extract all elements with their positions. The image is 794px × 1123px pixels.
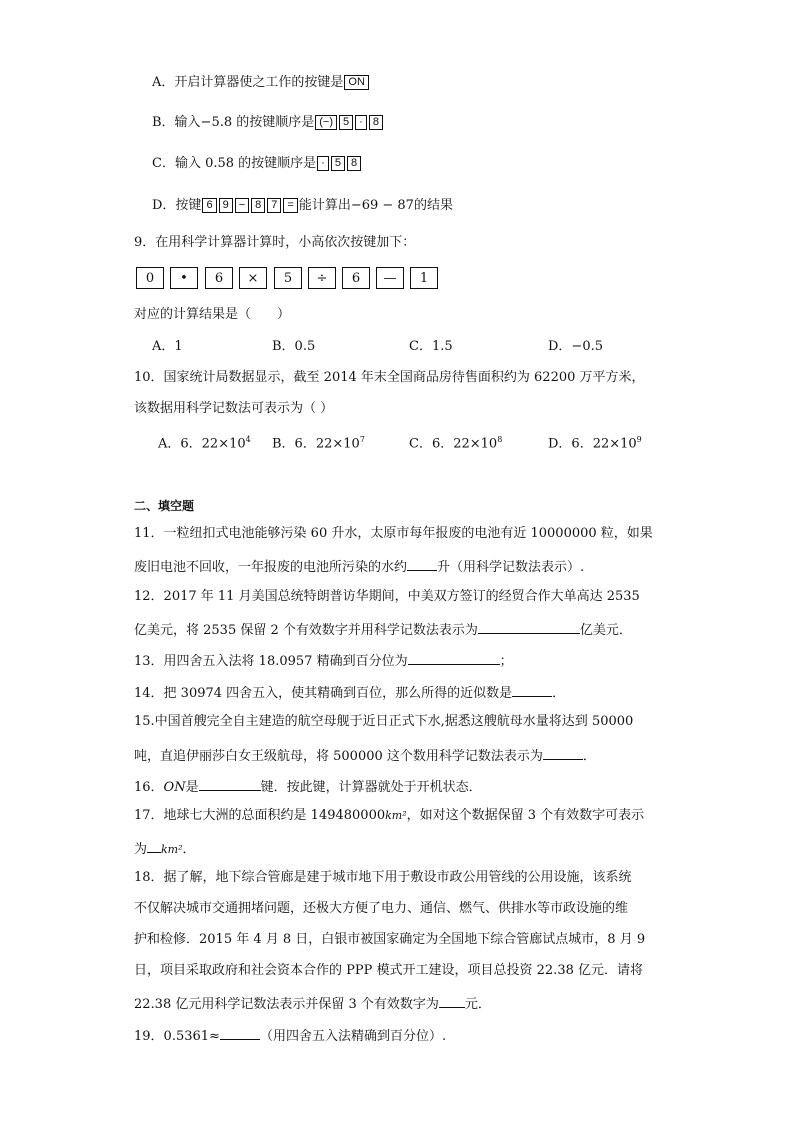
- q18-line3: 护和检修．2015 年 4 月 8 日，白银市被国家确定为全国地下综合管廊试点城市，8 月 9: [134, 932, 646, 947]
- q17-line2: 为 km²．: [134, 838, 196, 859]
- q8-option-a: A．开启计算器使之工作的按键是 ON: [152, 74, 370, 92]
- q13: 13．用四舍五入法将 18.0957 精确到百分位为 ；: [134, 650, 513, 671]
- key-minus: −: [235, 198, 249, 213]
- key-6: 6: [202, 198, 216, 213]
- q15-line2: 吨，直追伊丽莎白女王级航母，将 500000 这个数用科学记数法表示为 ．: [134, 745, 596, 766]
- key-8: 8: [369, 115, 383, 130]
- q14: 14．把 30974 四舍五入，使其精确到百位，那么所得的近似数是 ．: [134, 682, 565, 703]
- q18-line1: 18．据了解，地下综合管廊是建于城市地下用于敷设市政公用管线的公用设施，该系统: [134, 870, 632, 885]
- key-8: 8: [347, 156, 361, 171]
- q15-line1: 15.中国首艘完全自主建造的航空母舰于近日正式下水,据悉这艘航母水量将达到 50000: [134, 714, 634, 729]
- calc-key: ×: [239, 267, 267, 289]
- calc-key: ÷: [308, 267, 336, 289]
- q9-ask: 对应的计算结果是（ ）: [134, 307, 291, 322]
- answer-blank[interactable]: [408, 650, 500, 665]
- answer-blank[interactable]: [478, 619, 580, 634]
- answer-blank[interactable]: [439, 993, 465, 1008]
- q9-option-d: D．−0.5: [548, 339, 603, 354]
- key-8: 8: [251, 198, 265, 213]
- q10-option-a: A．6．$22\times 10^4$: [158, 435, 251, 452]
- answer-blank[interactable]: [512, 682, 552, 697]
- q11-line1: 11．一粒纽扣式电池能够污染 60 升水，太原市每年报废的电池有近 10000000 粒，如果: [134, 526, 653, 541]
- key-5: 5: [339, 115, 353, 130]
- q18-line5: 22.38 亿元用科学记数法表示并保留 3 个有效数字为 元．: [134, 993, 491, 1014]
- key-9: 9: [219, 198, 233, 213]
- key-on: ON: [344, 75, 369, 90]
- q17-line1: 17．地球七大洲的总面积约是 149480000km²，如对这个数据保留 3 个有效数字可表示: [134, 808, 645, 823]
- key-dot: ·: [317, 156, 329, 171]
- answer-blank[interactable]: [220, 1025, 260, 1040]
- q19: 19．0.5361≈ （用四舍五入法精确到百分位）.: [134, 1025, 446, 1046]
- calc-key: 1: [410, 267, 438, 289]
- q8-option-c: C．输入 0.58 的按键顺序是 · 5 8: [152, 155, 362, 173]
- q9-stem: 9．在用科学计算器计算时，小高依次按键加下：: [134, 235, 416, 250]
- q10-line1: 10．国家统计局数据显示，截至 2014 年末全国商品房待售面积约为 62200 万平方米，: [134, 370, 645, 385]
- key-negative: (−): [315, 115, 337, 130]
- calc-key: —: [376, 267, 404, 289]
- q8-option-d: D．按键 6 9 − 8 7 = 能计算出−69 − 87的结果: [152, 198, 453, 213]
- q16: 16．ON是 键．按此键，计算器就处于开机状态．: [134, 776, 482, 797]
- answer-blank[interactable]: [543, 745, 583, 760]
- q12-line1: 12．2017 年 11 月美国总统特朗普访华期间，中美双方签订的经贸合作大单高达 2535: [134, 589, 640, 604]
- key-dot: ·: [355, 115, 367, 130]
- q10-option-c: C．6．$22\times 10^8$: [409, 435, 503, 452]
- calc-key: 0: [136, 267, 164, 289]
- q12-line2: 亿美元，将 2535 保留 2 个有效数字并用科学记数法表示为 亿美元．: [134, 619, 632, 640]
- calc-key: 5: [274, 267, 302, 289]
- q9-option-b: B．0.5: [272, 339, 316, 354]
- calc-key: 6: [205, 267, 233, 289]
- q11-line2: 废旧电池不回收，一年报废的电池所污染的水约 升（用科学记数法表示）.: [134, 556, 584, 577]
- calc-key: •: [170, 267, 198, 289]
- q10-option-d: D．6．$22\times 10^9$: [548, 435, 642, 452]
- key-equals: =: [283, 198, 297, 213]
- q9-option-c: C．1.5: [409, 339, 453, 354]
- q8-option-b: B．输入−5.8 的按键顺序是 (−) 5 · 8: [152, 114, 384, 132]
- calc-key: 6: [342, 267, 370, 289]
- q10-option-b: B．6．$22\times 10^7$: [272, 435, 365, 452]
- q9-option-a: A．1: [152, 339, 183, 354]
- answer-blank[interactable]: [199, 776, 261, 791]
- section-title: 二、填空题: [134, 499, 195, 513]
- answer-blank[interactable]: [407, 556, 437, 571]
- key-5: 5: [331, 156, 345, 171]
- answer-blank[interactable]: [147, 838, 161, 853]
- q18-line2: 不仅解决城市交通拥堵问题，还极大方便了电力、通信、燃气、供排水等市政设施的维: [134, 901, 629, 916]
- q18-line4: 日，项目采取政府和社会资本合作的 PPP 模式开工建设，项目总投资 22.38 亿元．请将: [134, 963, 643, 978]
- q10-line2: 该数据用科学记数法可表示为（ ）: [134, 401, 334, 416]
- key-7: 7: [267, 198, 281, 213]
